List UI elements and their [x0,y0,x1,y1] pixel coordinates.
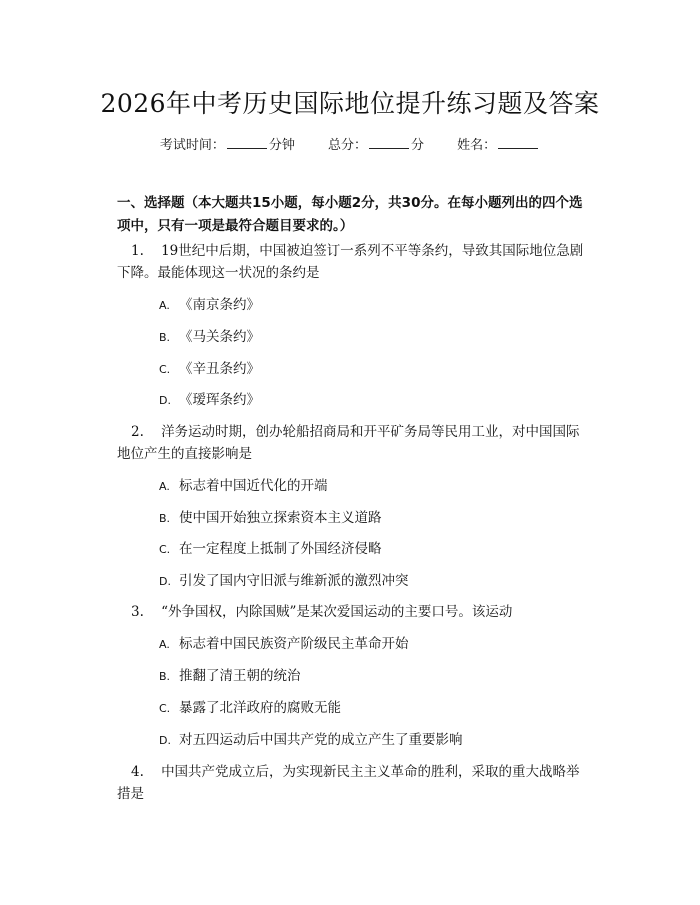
option-text: 标志着中国近代化的开端 [179,478,328,494]
option-letter: C. [159,363,171,376]
option-text: 对五四运动后中国共产党的成立产生了重要影响 [179,732,463,748]
option-letter: D. [159,575,171,588]
question-4 [117,761,593,805]
question-stem: 洋务运动时期，创办轮船招商局和开平矿务局等民用工业，对中国国际地位产生的直接影响是 [117,424,580,462]
option-3b [159,666,301,687]
time-unit: 分钟 [268,138,295,153]
option-text: 暴露了北洋政府的腐败无能 [179,700,341,716]
option-text: 标志着中国民族资产阶级民主革命开始 [179,636,409,652]
score-unit: 分 [411,138,425,153]
question-number: 3. [131,604,144,620]
question-1 [117,240,593,284]
option-text: 《瑷珲条约》 [179,392,260,408]
section-heading: 一、选择题（本大题共15小题，每小题2分，共30分。在每小题列出的四个选项中，只有一项是最符合题目要求的。） [117,195,583,234]
option-letter: D. [159,734,171,747]
option-letter: B. [159,331,171,344]
question-2 [117,421,593,465]
option-text: 《辛丑条约》 [179,361,260,377]
option-2b [159,508,382,529]
name-blank [498,136,538,149]
question-number: 2. [131,424,144,440]
option-3d [159,730,463,751]
option-1c [159,359,260,380]
question-stem: “外争国权，内除国贼”是某次爱国运动的主要口号。该运动 [161,604,513,620]
option-text: 引发了国内守旧派与维新派的激烈冲突 [179,573,409,589]
option-3c [159,698,341,719]
question-stem: 中国共产党成立后，为实现新民主主义革命的胜利，采取的重大战略举措是 [117,764,580,802]
option-1d [159,390,260,411]
option-text: 使中国开始独立探索资本主义道路 [179,510,382,526]
option-letter: A. [159,638,170,651]
option-2c [159,539,382,560]
exam-meta [0,134,700,153]
option-text: 《南京条约》 [179,297,260,313]
option-2a [159,476,328,497]
option-text: 推翻了清王朝的统治 [179,668,301,684]
option-letter: C. [159,543,171,556]
option-letter: A. [159,299,170,312]
question-stem: 19世纪中后期，中国被迫签订一系列不平等条约，导致其国际地位急剧下降。最能体现这一状况的条约是 [117,243,584,281]
option-text: 在一定程度上抵制了外国经济侵略 [179,541,382,557]
option-letter: C. [159,702,171,715]
option-3a [159,634,409,655]
time-label: 考试时间： [159,138,225,153]
option-2d [159,571,409,592]
option-letter: A. [159,480,170,493]
option-text: 《马关条约》 [179,329,260,345]
question-number: 1. [131,243,144,259]
question-3 [117,601,593,623]
page-title: 2026年中考历史国际地位提升练习题及答案 [100,89,600,118]
option-letter: B. [159,512,171,525]
question-number: 4. [131,764,144,780]
option-letter: B. [159,670,171,683]
score-label: 总分： [327,138,367,153]
option-1a [159,295,260,316]
name-label: 姓名： [457,138,497,153]
time-blank [227,136,267,149]
option-1b [159,327,260,348]
score-blank [369,136,409,149]
option-letter: D. [159,394,171,407]
